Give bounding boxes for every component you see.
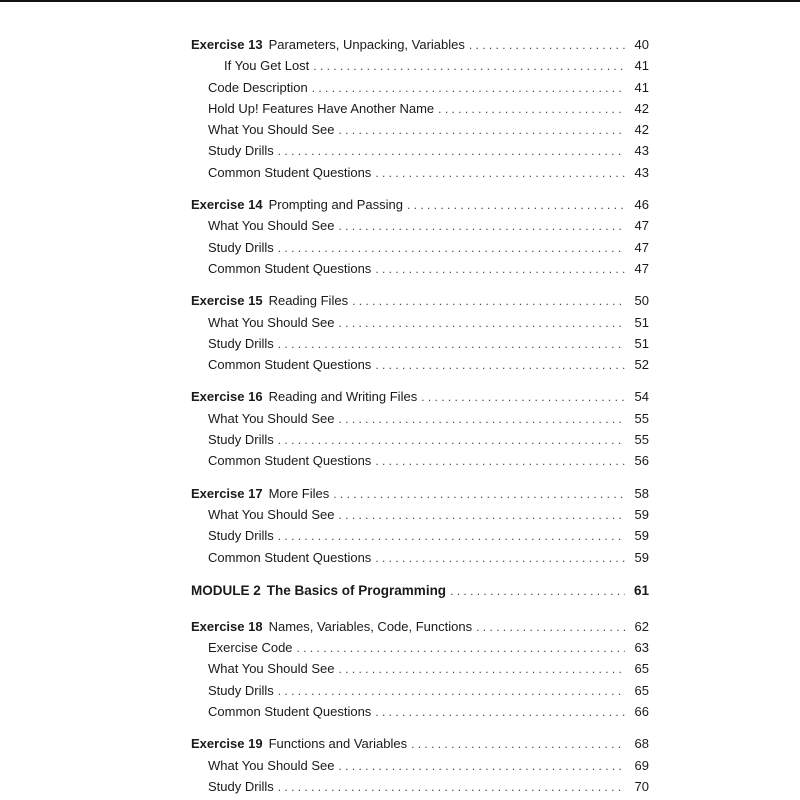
dot-leader (438, 99, 625, 120)
page-number: 66 (634, 704, 649, 720)
toc-exercise-group (191, 483, 649, 568)
dot-leader (450, 579, 625, 603)
page-number: 47 (634, 260, 649, 276)
section-title: What You Should See (208, 410, 335, 426)
dot-leader (339, 216, 626, 237)
page-number: 42 (634, 100, 649, 116)
toc-section-entry[interactable] (191, 55, 649, 76)
page-number: 54 (634, 389, 649, 405)
page-number: 56 (634, 453, 649, 469)
table-of-contents (191, 34, 649, 800)
dot-leader (278, 681, 625, 702)
toc-exercise-group (191, 194, 649, 279)
dot-leader (278, 334, 625, 355)
section-title: Code Description (208, 79, 308, 95)
page-number: 47 (634, 218, 649, 234)
dot-leader (333, 484, 625, 505)
dot-leader (476, 617, 625, 638)
dot-leader (375, 702, 625, 723)
dot-leader (339, 313, 626, 334)
entry-title: Names, Variables, Code, Functions (268, 618, 473, 634)
section-title: Common Student Questions (208, 453, 372, 469)
page-number: 59 (634, 528, 649, 544)
section-title: Common Student Questions (208, 357, 372, 373)
section-title: Study Drills (208, 239, 274, 255)
page-number: 43 (634, 164, 649, 180)
toc-exercise-group (191, 386, 649, 471)
toc-exercise-entry[interactable] (191, 483, 649, 504)
toc-section-entry[interactable] (191, 637, 649, 658)
section-title: What You Should See (208, 661, 335, 677)
dot-leader (339, 120, 626, 141)
toc-exercise-entry[interactable] (191, 386, 649, 407)
page-number: 68 (634, 736, 649, 752)
toc-module-group (191, 579, 649, 603)
toc-section-entry[interactable] (191, 776, 649, 797)
page-number: 70 (634, 778, 649, 794)
dot-leader (278, 526, 625, 547)
page-number: 47 (634, 239, 649, 255)
toc-section-entry[interactable] (191, 701, 649, 722)
toc-section-entry[interactable] (191, 354, 649, 375)
page-number: 50 (634, 293, 649, 309)
dot-leader (339, 659, 626, 680)
section-title: Study Drills (208, 335, 274, 351)
toc-section-entry[interactable] (191, 429, 649, 450)
entry-title: More Files (268, 485, 330, 501)
dot-leader (375, 355, 625, 376)
page-number: 58 (634, 485, 649, 501)
page-number: 51 (634, 335, 649, 351)
entry-title: Reading and Writing Files (268, 389, 418, 405)
toc-section-entry[interactable] (191, 162, 649, 183)
dot-leader (278, 141, 625, 162)
toc-exercise-entry[interactable] (191, 733, 649, 754)
section-title: Common Student Questions (208, 260, 372, 276)
page-number: 55 (634, 410, 649, 426)
toc-section-entry[interactable] (191, 312, 649, 333)
dot-leader (421, 387, 625, 408)
entry-number: Exercise 16 (191, 389, 263, 405)
toc-exercise-group (191, 616, 649, 722)
section-title: Study Drills (208, 682, 274, 698)
dot-leader (375, 163, 625, 184)
toc-section-entry[interactable] (191, 504, 649, 525)
dot-leader (312, 78, 625, 99)
toc-exercise-group (191, 733, 649, 797)
page-number: 46 (634, 197, 649, 213)
section-title: Exercise Code (208, 640, 293, 656)
section-title: Study Drills (208, 432, 274, 448)
page-number: 65 (634, 661, 649, 677)
toc-exercise-entry[interactable] (191, 194, 649, 215)
dot-leader (375, 548, 625, 569)
entry-title: Reading Files (268, 293, 349, 309)
page-number: 41 (634, 58, 649, 74)
toc-section-entry[interactable] (191, 333, 649, 354)
page-number: 41 (634, 79, 649, 95)
entry-title: Parameters, Unpacking, Variables (268, 37, 465, 52)
toc-section-entry[interactable] (191, 547, 649, 568)
entry-number: Exercise 18 (191, 618, 263, 634)
entry-number: Exercise 17 (191, 485, 263, 501)
dot-leader (297, 638, 625, 659)
toc-section-entry[interactable] (191, 755, 649, 776)
dot-leader (339, 409, 626, 430)
toc-section-entry[interactable] (191, 680, 649, 701)
page-number: 43 (634, 143, 649, 159)
dot-leader (278, 238, 625, 259)
page-number: 59 (634, 549, 649, 565)
dot-leader (278, 430, 625, 451)
section-title: What You Should See (208, 314, 335, 330)
entry-number: MODULE 2 (191, 582, 261, 598)
section-title: What You Should See (208, 757, 335, 773)
dot-leader (375, 451, 625, 472)
toc-module-entry[interactable] (191, 579, 649, 603)
dot-leader (339, 505, 626, 526)
page-number: 51 (634, 314, 649, 330)
section-title: Common Student Questions (208, 704, 372, 720)
dot-leader (411, 734, 625, 755)
entry-number: Exercise 15 (191, 293, 263, 309)
toc-exercise-entry[interactable] (191, 34, 649, 55)
entry-title: The Basics of Programming (266, 582, 447, 598)
section-title: Hold Up! Features Have Another Name (208, 100, 435, 116)
toc-section-entry[interactable] (191, 77, 649, 98)
page-number: 55 (634, 432, 649, 448)
dot-leader (375, 259, 625, 280)
page-number: 40 (634, 37, 649, 52)
section-title: If You Get Lost (224, 58, 310, 74)
page-number: 63 (634, 640, 649, 656)
page-number: 52 (634, 357, 649, 373)
entry-number: Exercise 19 (191, 736, 263, 752)
page-number: 69 (634, 757, 649, 773)
toc-exercise-entry[interactable] (191, 290, 649, 311)
toc-exercise-entry[interactable] (191, 616, 649, 637)
entry-title: Prompting and Passing (268, 197, 403, 213)
section-title: What You Should See (208, 122, 335, 138)
toc-section-entry[interactable] (191, 408, 649, 429)
page-number: 42 (634, 122, 649, 138)
dot-leader (339, 756, 626, 777)
toc-section-entry[interactable] (191, 658, 649, 679)
toc-exercise-group (191, 290, 649, 375)
dot-leader (407, 195, 625, 216)
section-title: Study Drills (208, 143, 274, 159)
toc-section-entry[interactable] (191, 98, 649, 119)
top-rule (0, 0, 800, 2)
dot-leader (469, 35, 625, 56)
entry-title: Functions and Variables (268, 736, 408, 752)
dot-leader (313, 56, 625, 77)
page-number: 62 (634, 618, 649, 634)
toc-section-entry[interactable] (191, 140, 649, 161)
section-title: Common Student Questions (208, 164, 372, 180)
entry-number: Exercise 14 (191, 197, 263, 213)
toc-section-entry[interactable] (191, 215, 649, 236)
section-title: What You Should See (208, 218, 335, 234)
page-number: 61 (633, 582, 649, 598)
toc-section-entry[interactable] (191, 258, 649, 279)
page-number: 65 (634, 682, 649, 698)
toc-section-entry[interactable] (191, 450, 649, 471)
toc-section-entry[interactable] (191, 119, 649, 140)
entry-number: Exercise 13 (191, 37, 263, 52)
dot-leader (352, 291, 625, 312)
dot-leader (278, 777, 625, 798)
page-number: 59 (634, 506, 649, 522)
toc-section-entry[interactable] (191, 525, 649, 546)
section-title: What You Should See (208, 506, 335, 522)
section-title: Study Drills (208, 528, 274, 544)
section-title: Study Drills (208, 778, 274, 794)
toc-exercise-group (191, 34, 649, 183)
section-title: Common Student Questions (208, 549, 372, 565)
toc-section-entry[interactable] (191, 237, 649, 258)
